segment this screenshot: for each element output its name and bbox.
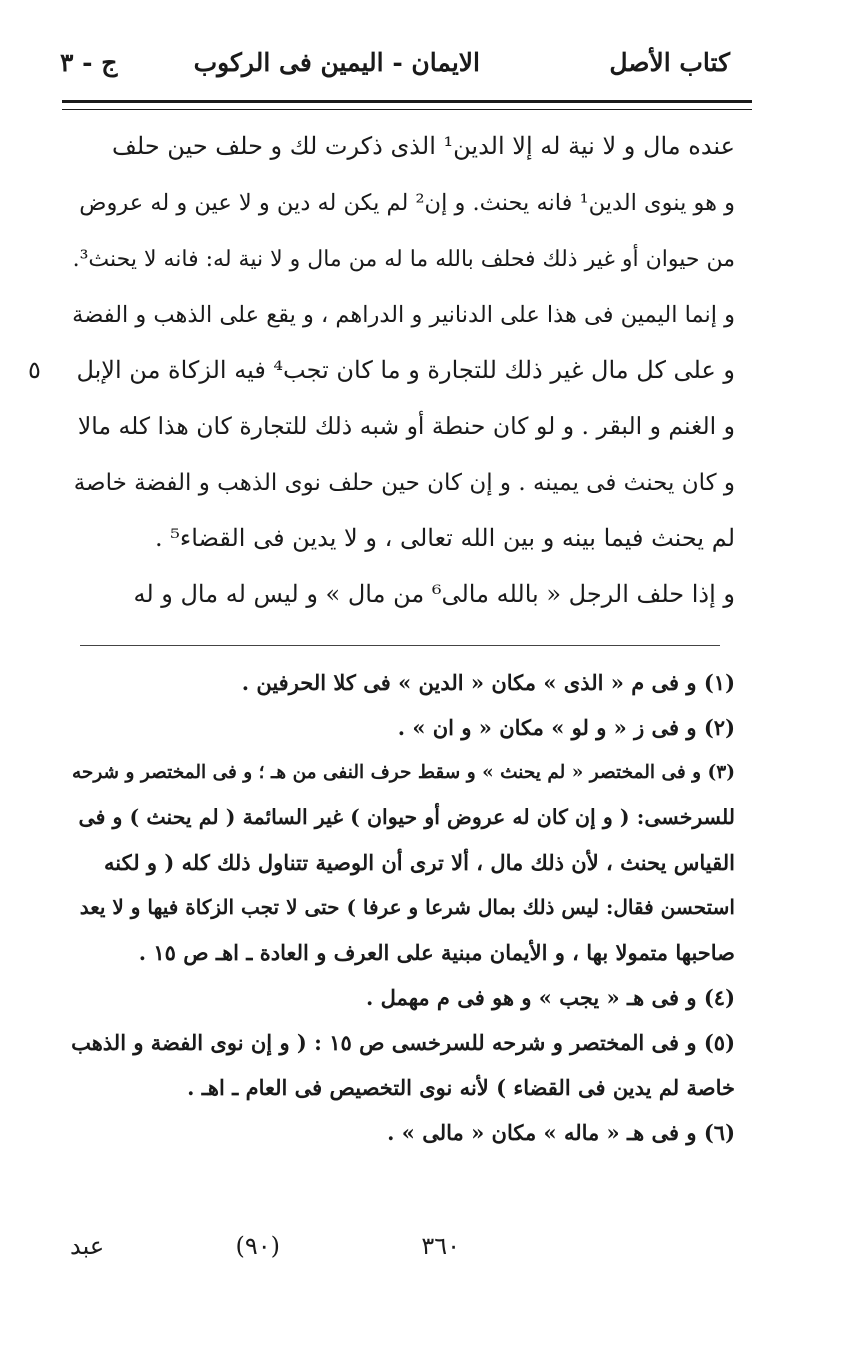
page-footer — [70, 1232, 670, 1272]
footnote-line: (٥) و فى المختصر و شرحه للسرخسى ص ١٥ : ( و إن نوى الفضة و الذهب — [71, 1030, 735, 1055]
footnote-line: (١) و فى م « الذى » مكان « الدين » فى كلا الحرفين . — [241, 670, 735, 695]
footnote-line: للسرخسى: ( و إن كان له عروض أو حيوان ) غير السائمة ( لم يحنث ) و فى — [78, 805, 735, 829]
footnote-line: القياس يحنث ، لأن ذلك مال ، ألا ترى أن الوصية تتناول ذلك كله ( و لكنه — [104, 850, 735, 875]
text-line: و على كل مال غير ذلك للتجارة و ما كان تجب⁴ فيه الزكاة من الإبل ٥ — [70, 342, 735, 398]
page-number: ٣٦٠ — [421, 1232, 460, 1260]
text-line: و إنما اليمين فى هذا على الدنانير و الدراهم ، و يقع على الذهب و الفضة — [72, 302, 735, 328]
footnote-line: (٢) و فى ز « و لو » مكان « و ان » . — [397, 715, 735, 740]
text-line: و كان يحنث فى يمينه . و إن كان حين حلف نوى الذهب و الفضة خاصة — [73, 470, 735, 496]
running-header — [60, 48, 730, 98]
footnote-line: خاصة لم يدين فى القضاء ) لأنه نوى التخصيص فى العام ـ اهـ . — [187, 1075, 735, 1100]
chapter-title: الايمان - اليمين فى الركوب — [193, 48, 480, 77]
footnote-separator — [80, 645, 720, 646]
text-line: عنده مال و لا نية له إلا الدين¹ الذى ذكرت لك و حلف حين حلف — [112, 132, 735, 160]
book-title: كتاب الأصل — [609, 48, 730, 77]
footnote-line: (٣) و فى المختصر « لم يحنث » و سقط حرف النفى من هـ ؛ و فى المختصر و شرحه — [72, 762, 735, 783]
press-mark: عبد — [70, 1232, 105, 1260]
footnote-line: استحسن فقال: ليس ذلك بمال شرعا و عرفا ) حتى لا تجب الزكاة فيها و لا يعد — [79, 895, 735, 919]
footnote-line: (٦) و فى هـ « ماله » مكان « مالى » . — [387, 1120, 735, 1145]
text-line: و الغنم و البقر . و لو كان حنطة أو شبه ذلك للتجارة كان هذا كله مالا — [77, 412, 735, 440]
text-line: لم يحنث فيما بينه و بين الله تعالى ، و لا يدين فى القضاء⁵ . — [155, 524, 735, 552]
footnotes — [70, 660, 735, 1155]
text-line: و هو ينوى الدين¹ فانه يحنث. و إن² لم يكن له دين و لا عين و له عروض — [79, 190, 735, 216]
volume-number: ج - ٣ — [60, 48, 118, 77]
signature-mark: (٩٠) — [235, 1232, 280, 1260]
main-text — [28, 118, 735, 622]
text-line: و إذا حلف الرجل « بالله مالى⁶ من مال » و ليس له مال و له — [133, 580, 735, 608]
footnote-line: (٤) و فى هـ « يجب » و هو فى م مهمل . — [366, 985, 735, 1010]
header-rule — [62, 100, 752, 110]
text-line: من حيوان أو غير ذلك فحلف بالله ما له من مال و لا نية له: فانه لا يحنث³. — [72, 247, 735, 272]
footnote-line: صاحبها متمولا بها ، و الأيمان مبنية على العرف و العادة ـ اهـ ص ١٥ . — [138, 940, 735, 965]
margin-line-number: ٥ — [28, 356, 41, 384]
